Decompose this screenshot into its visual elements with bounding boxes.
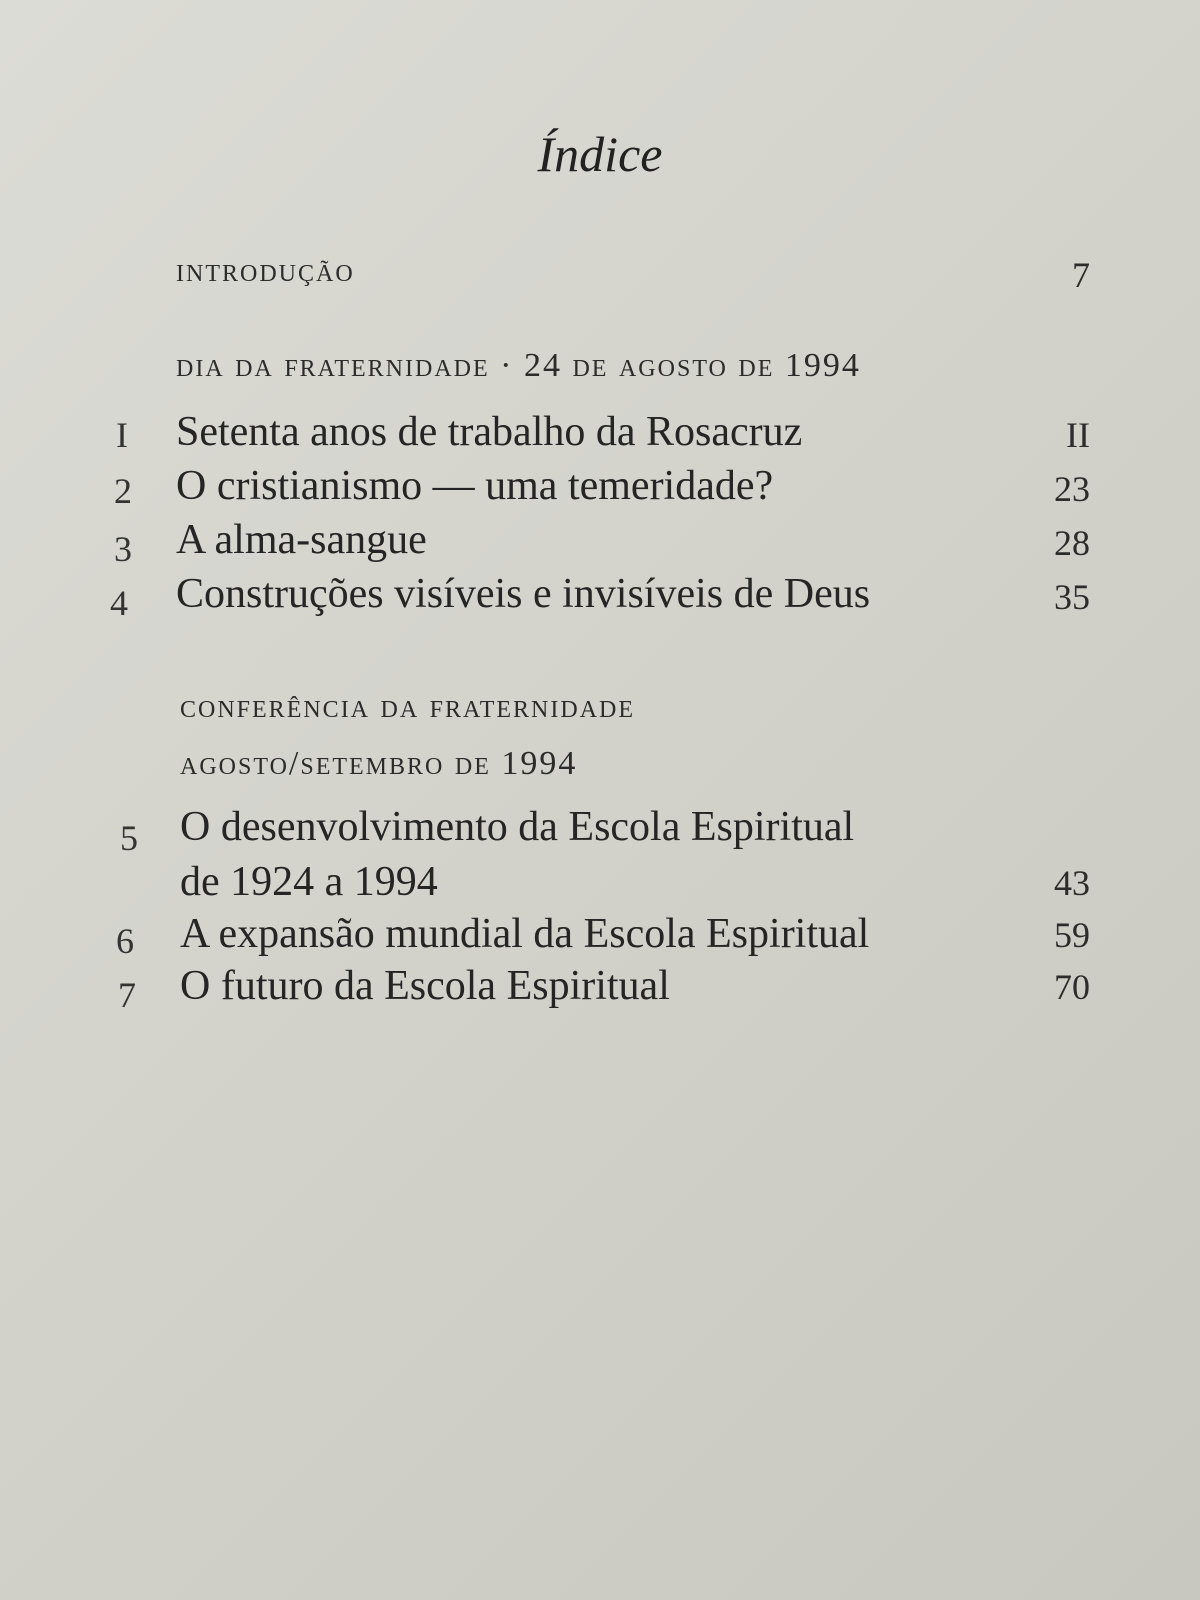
chapter-title: Construções visíveis e invisíveis de Deus — [176, 571, 871, 617]
toc-entry — [0, 910, 1200, 970]
toc-entry — [0, 462, 1200, 522]
toc-entry-intro — [0, 250, 1200, 310]
section-heading-2 — [0, 688, 1200, 748]
chapter-title: O cristianismo — uma temeridade? — [176, 463, 774, 509]
chapter-number: 5 — [120, 818, 138, 858]
intro-label: introdução — [176, 252, 355, 289]
chapter-title: Setenta anos de trabalho da Rosacruz — [176, 409, 803, 455]
chapter-page: 70 — [1054, 967, 1090, 1007]
chapter-title: O futuro da Escola Espiritual — [180, 963, 670, 1009]
chapter-page: 43 — [1054, 863, 1090, 903]
chapter-number: I — [116, 415, 128, 455]
chapter-page: 35 — [1054, 577, 1090, 617]
chapter-title: A expansão mundial da Escola Espiritual — [180, 911, 870, 957]
chapter-page: II — [1066, 415, 1090, 455]
chapter-number: 7 — [118, 975, 136, 1015]
chapter-number: 2 — [114, 471, 132, 511]
chapter-title-continued: de 1924 a 1994 — [180, 859, 438, 905]
page-title: Índice — [537, 126, 663, 182]
chapter-page: 28 — [1054, 523, 1090, 563]
toc-entry — [0, 516, 1200, 576]
chapter-number: 4 — [110, 583, 128, 623]
toc-entry — [0, 408, 1200, 468]
chapter-title: O desenvolvimento da Escola Espiritual — [180, 804, 855, 850]
toc-entry-continued — [0, 858, 1200, 918]
toc-entry — [0, 962, 1200, 1022]
intro-page: 7 — [1072, 255, 1090, 295]
section-heading-1 — [0, 345, 1200, 405]
chapter-title: A alma-sangue — [176, 517, 427, 563]
section-2-heading-line1: conferência da fraternidade — [180, 688, 636, 725]
chapter-page: 23 — [1054, 469, 1090, 509]
chapter-number: 6 — [116, 921, 134, 961]
chapter-page: 59 — [1054, 915, 1090, 955]
toc-entry — [0, 803, 1200, 863]
toc-entry — [0, 570, 1200, 630]
section-1-heading: dia da fraternidade · 24 de agosto de 1994 — [176, 347, 861, 384]
section-2-heading-line2: agosto/setembro de 1994 — [180, 745, 578, 782]
chapter-number: 3 — [114, 529, 132, 569]
section-heading-2-cont — [0, 745, 1200, 805]
